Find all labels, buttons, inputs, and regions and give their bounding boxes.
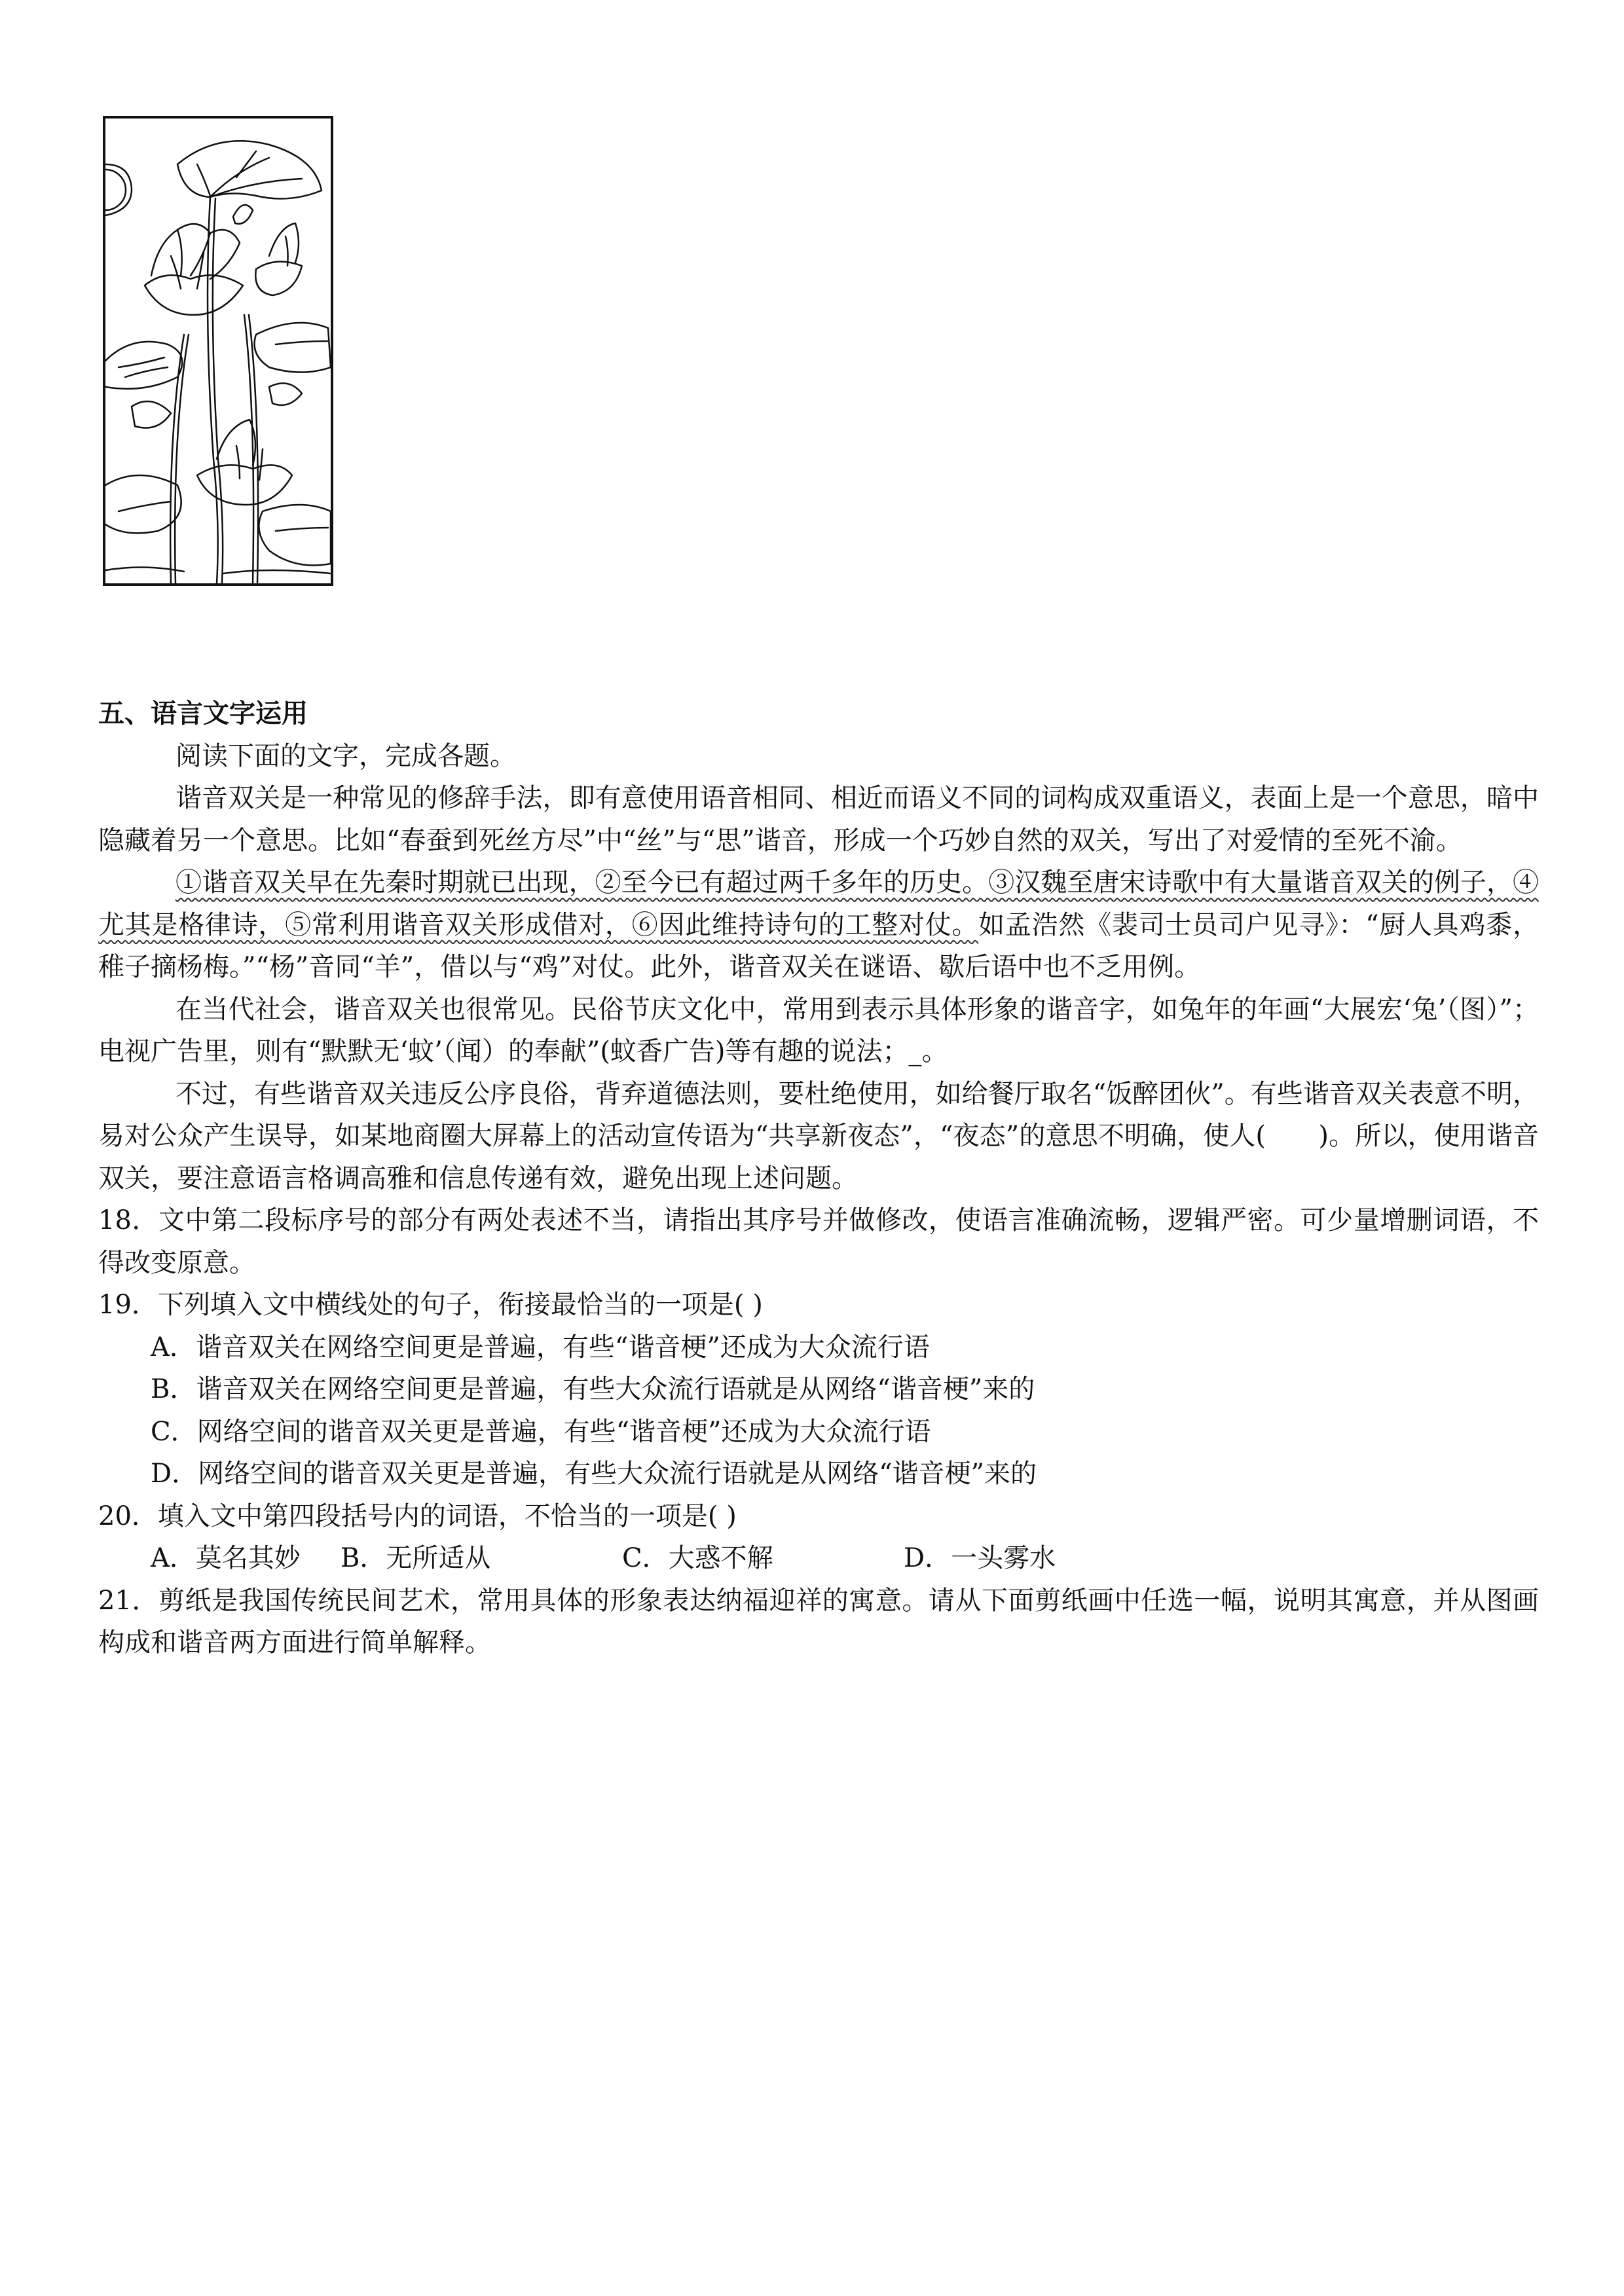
lotus-drawing-icon (105, 118, 331, 583)
question-21: 21．剪纸是我国传统民间艺术，常用具体的形象表达纳福迎祥的寓意。请从下面剪纸画中任选一幅，说明其寓意，并从图画构成和谐音两方面进行简单解释。 (98, 1585, 1539, 1658)
q20-option-b: B．无所适从 (341, 1543, 491, 1573)
q20-option-d: D．一头雾水 (904, 1543, 1056, 1573)
passage-paragraph-1: 谐音双关是一种常见的修辞手法，即有意使用语音相同、相近而语义不同的词构成双重语义，表面上是一个意思，暗中隐藏着另一个意思。比如“春蚕到死丝方尽”中“丝”与“思”谐音，形成一个巧妙自然的双关，写出了对爱情的至死不渝。 (98, 783, 1539, 856)
passage-paragraph-2-rest: 如孟浩然《裴司士员司户见寻》：“厨人具鸡黍，稚子摘杨梅。”“杨”音同“羊”，借以与“鸡”对仗。此外，谐音双关在谜语、歇后语中也不乏用例。 (98, 909, 1539, 982)
instruction-text: 阅读下面的文字，完成各题。 (175, 740, 516, 771)
passage-paragraph-2 (98, 862, 1539, 989)
lotus-pond-illustration (103, 116, 333, 586)
q19-option-d: D．网络空间的谐音双关更是普遍，有些大众流行语就是从网络“谐音梗”来的 (151, 1459, 1037, 1489)
q20-options (98, 1537, 1539, 1580)
q19-option-b: B．谐音双关在网络空间更是普遍，有些大众流行语就是从网络“谐音梗”来的 (151, 1374, 1035, 1404)
q19-option-a: A．谐音双关在网络空间更是普遍，有些“谐音梗”还成为大众流行语 (151, 1332, 930, 1362)
q20-option-c: C．大惑不解 (622, 1543, 773, 1573)
q20-option-a: A．莫名其妙 (151, 1543, 301, 1573)
passage-paragraph-4: 不过，有些谐音双关违反公序良俗，背弃道德法则，要杜绝使用，如给餐厅取名“饭醉团伙”。有些谐音双关表意不明，易对公众产生误导，如某地商圈大屏幕上的活动宣传语为“共享新夜态”，“夜态”的意思不明确，使人( )。所以，使用谐音双关，要注意语言格调高雅和信息传递有效，避免出现上述问题。 (98, 1078, 1539, 1194)
question-19: 19．下列填入文中横线处的句子，衔接最恰当的一项是( ) (98, 1290, 763, 1320)
question-section (98, 693, 1539, 1664)
question-18: 18．文中第二段标序号的部分有两处表述不当，请指出其序号并做修改，使语言准确流畅，逻辑严密。可少量增删词语，不得改变原意。 (98, 1205, 1539, 1278)
passage-paragraph-3: 在当代社会，谐音双关也很常见。民俗节庆文化中，常用到表示具体形象的谐音字，如兔年的年画“大展宏‘兔’（图）”；电视广告里，则有“默默无‘蚊’（闻）的奉献”(蚊香广告)等有趣的说法；_。 (98, 994, 1539, 1066)
q19-option-c: C．网络空间的谐音双关更是普遍，有些“谐音梗”还成为大众流行语 (151, 1416, 931, 1447)
question-20: 20．填入文中第四段括号内的词语，不恰当的一项是( ) (98, 1501, 737, 1531)
numbered-sentences: ①谐音双关早在先秦时期就已出现，②至今已有超过两千多年的历史。③汉魏至唐宋诗歌中有大量谐音双关的例子，④尤其是格律诗，⑤常利用谐音双关形成借对，⑥因此维持诗句的工整对仗。 (98, 867, 1539, 940)
section-title: 五、语言文字运用 (98, 699, 308, 729)
